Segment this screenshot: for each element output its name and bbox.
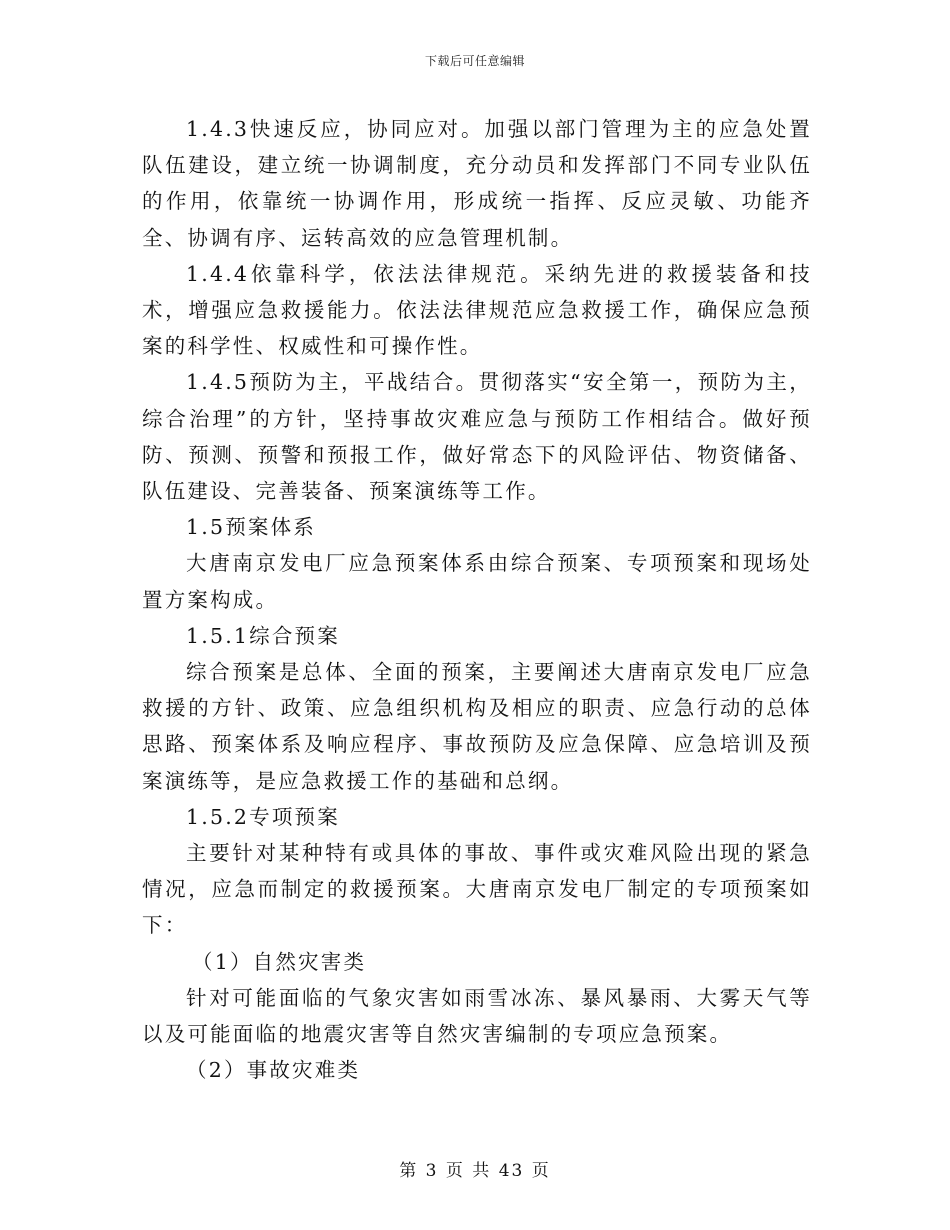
footer-total-pages: 43 bbox=[498, 1161, 525, 1181]
paragraph-1-4-4: 1.4.4依靠科学，依法法律规范。采纳先进的救援装备和技术，增强应急救援能力。依法法律规范应急救援工作，确保应急预案的科学性、权威性和可操作性。 bbox=[142, 261, 812, 359]
paragraph-plan-system: 大唐南京发电厂应急预案体系由综合预案、专项预案和现场处置方案构成。 bbox=[142, 551, 812, 612]
footer-label-total-unit: 页 bbox=[531, 1161, 551, 1181]
page-header-note: 下载后可任意编辑 bbox=[424, 54, 525, 68]
section-heading-1-5: 1.5预案体系 bbox=[186, 515, 317, 540]
page-footer bbox=[0, 1156, 950, 1181]
document-body bbox=[142, 111, 812, 1088]
paragraph-natural-disaster: 针对可能面临的气象灾害如雨雪冰冻、暴风暴雨、大雾天气等以及可能面临的地震灾害等自然灾害编制的专项应急预案。 bbox=[142, 985, 812, 1047]
footer-label-page-unit: 页 bbox=[445, 1161, 465, 1181]
paragraph-comprehensive-plan: 综合预案是总体、全面的预案，主要阐述大唐南京发电厂应急救援的方针、政策、应急组织机构及相应的职责、应急行动的总体思路、预案体系及响应程序、事故预防及应急保障、应急培训及预案演练等，是应急救援工作的基础和总纲。 bbox=[142, 660, 812, 793]
section-heading-1-5-1: 1.5.1综合预案 bbox=[186, 623, 340, 648]
list-item-natural-disaster: （1）自然灾害类 bbox=[192, 949, 367, 974]
paragraph-1-4-3: 1.4.3快速反应，协同应对。加强以部门管理为主的应急处置队伍建设，建立统一协调制度，充分动员和发挥部门不同专业队伍的作用，依靠统一协调作用，形成统一指挥、反应灵敏、功能齐全、协调有序、运转高效的应急管理机制。 bbox=[142, 117, 812, 250]
paragraph-1-4-5: 1.4.5预防为主，平战结合。贯彻落实“安全第一，预防为主，综合治理”的方针，坚持事故灾难应急与预防工作相结合。做好预防、预测、预警和预报工作，做好常态下的风险评估、物资储备、队伍建设、完善装备、预案演练等工作。 bbox=[142, 370, 812, 504]
footer-current-page: 3 bbox=[425, 1161, 439, 1181]
paragraph-special-plan: 主要针对某种特有或具体的事故、事件或灾难风险出现的紧急情况，应急而制定的救援预案。大唐南京发电厂制定的专项预案如下： bbox=[142, 841, 812, 938]
section-heading-1-5-2: 1.5.2专项预案 bbox=[186, 804, 340, 829]
footer-label-page: 第 bbox=[399, 1161, 419, 1181]
list-item-accident-disaster: （2）事故灾难类 bbox=[186, 1058, 361, 1083]
footer-label-total: 共 bbox=[472, 1161, 492, 1181]
